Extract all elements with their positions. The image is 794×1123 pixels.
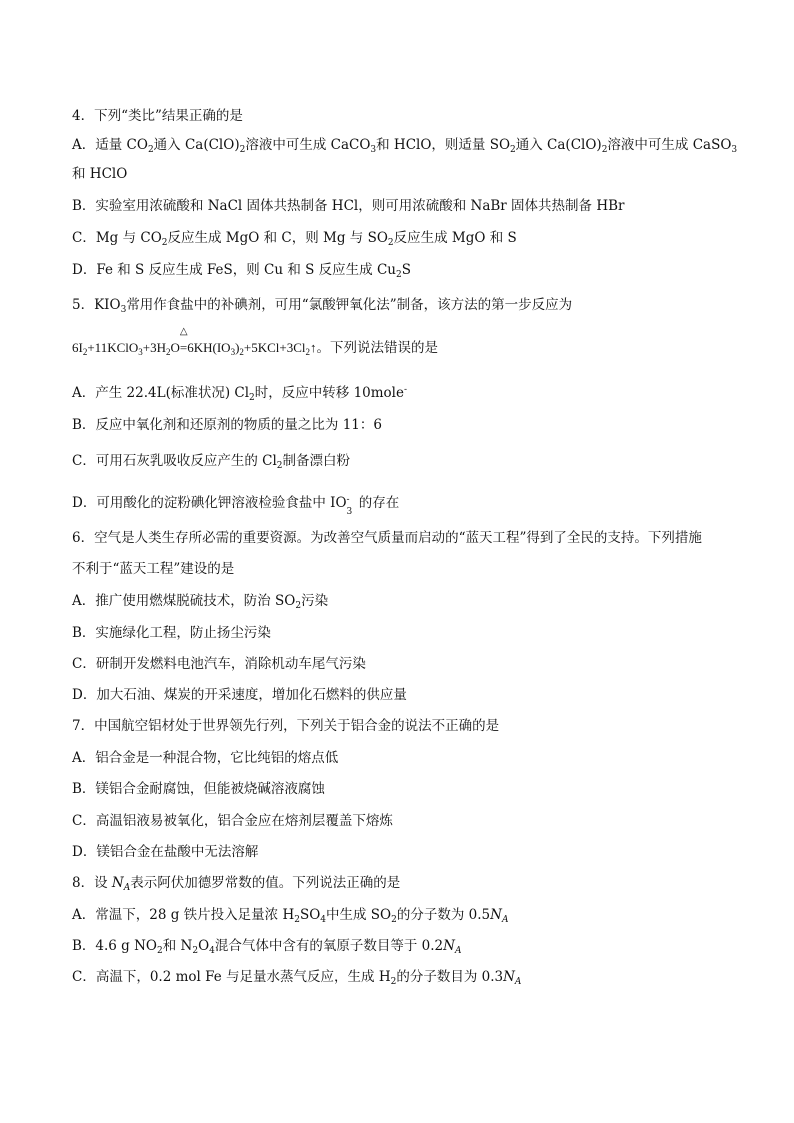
q4-option-a-cont: 和 HClO	[72, 166, 128, 182]
q5-option-a: A．产生 22.4L(标准状况) $Cl_2$时，反应中转移 10mole-	[72, 385, 408, 403]
q8-stem: 8．设 $N_A$表示阿伏加德罗常数的值。下列说法正确的是	[72, 875, 401, 893]
q6-option-c: C．研制开发燃料电池汽车，消除机动车尾气污染	[72, 656, 366, 672]
q8-option-b: B．4.6 g $NO_2$和 $N_2O_4$混合气体中含有的氧原子数目等于 $0.2N_A$	[72, 938, 462, 956]
q4-option-d: D．Fe 和 S 反应生成 FeS，则 Cu 和 S 反应生成 $Cu_2S$	[72, 262, 411, 280]
q4-option-b: B．实验室用浓硫酸和 NaCl 固体共热制备 HCl，则可用浓硫酸和 NaBr 固体共热制备 HBr	[72, 198, 625, 214]
q4-option-a: A．适量 $CO_2$通入 $Ca(ClO)_2$溶液中可生成 CaCO$_3$和 HClO，则适量 $SO_2$通入 $Ca(ClO)_2$溶液中可生成 CaSO$_3$	[72, 137, 738, 155]
q6-stem-line2: 不利于“蓝天工程”建设的是	[72, 561, 235, 577]
q5-stem: 5．$KIO_3$常用作食盐中的补碘剂，可用“氯酸钾氧化法”制备，该方法的第一步反应为	[72, 297, 573, 315]
q5-option-d: D．可用酸化的淀粉碘化钾溶液检验食盐中 IO - 3 的存在	[72, 494, 400, 517]
q7-option-c: C．高温铝液易被氧化，铝合金应在熔剂层覆盖下熔炼	[72, 813, 393, 829]
q7-option-a: A．铝合金是一种混合物，它比纯铝的熔点低	[72, 750, 339, 766]
q8-option-c: C．高温下，0.2 mol Fe 与足量水蒸气反应，生成 $H_2$的分子数目为 $0.3N_A$	[72, 969, 522, 987]
q4-stem: 4．下列“类比”结果正确的是	[72, 108, 243, 124]
q6-option-b: B．实施绿化工程，防止扬尘污染	[72, 625, 271, 641]
q7-stem: 7．中国航空铝材处于世界领先行列，下列关于铝合金的说法不正确的是	[72, 718, 500, 734]
heat-condition-sign: △ =	[179, 326, 188, 355]
reaction-equation: $6I_2+11KClO_3+3H_2O$ △ $=6KH(IO_3)_2+5KCl+3Cl_2↑$	[72, 326, 317, 357]
q5-option-c: C．可用石灰乳吸收反应产生的 $Cl_2$制备漂白粉	[72, 453, 351, 471]
q7-option-b: B．镁铝合金耐腐蚀，但能被烧碱溶液腐蚀	[72, 781, 325, 797]
q6-stem-line1: 6．空气是人类生存所必需的重要资源。为改善空气质量而启动的“蓝天工程”得到了全民的支持。下列措施	[72, 530, 702, 546]
q7-option-d: D．镁铝合金在盐酸中无法溶解	[72, 844, 259, 860]
q5-equation: $6I_2+11KClO_3+3H_2O$ △ $=6KH(IO_3)_2+5KCl+3Cl_2↑$。下列说法错误的是	[72, 326, 439, 357]
q5-option-b: B．反应中氧化剂和还原剂的物质的量之比为 11：6	[72, 417, 382, 433]
q6-option-a: A．推广使用燃煤脱硫技术，防治 $SO_2$污染	[72, 593, 329, 611]
q4-option-c: C．Mg 与 $CO_2$反应生成 MgO 和 C，则 Mg 与 $SO_2$反应生成 MgO 和 S	[72, 230, 517, 248]
q8-option-a: A．常温下，28 g 铁片投入足量浓 $H_2SO_4$中生成 $SO_2$的分子数为 $0.5N_A$	[72, 907, 509, 925]
q6-option-d: D．加大石油、煤炭的开采速度，增加化石燃料的供应量	[72, 687, 407, 703]
